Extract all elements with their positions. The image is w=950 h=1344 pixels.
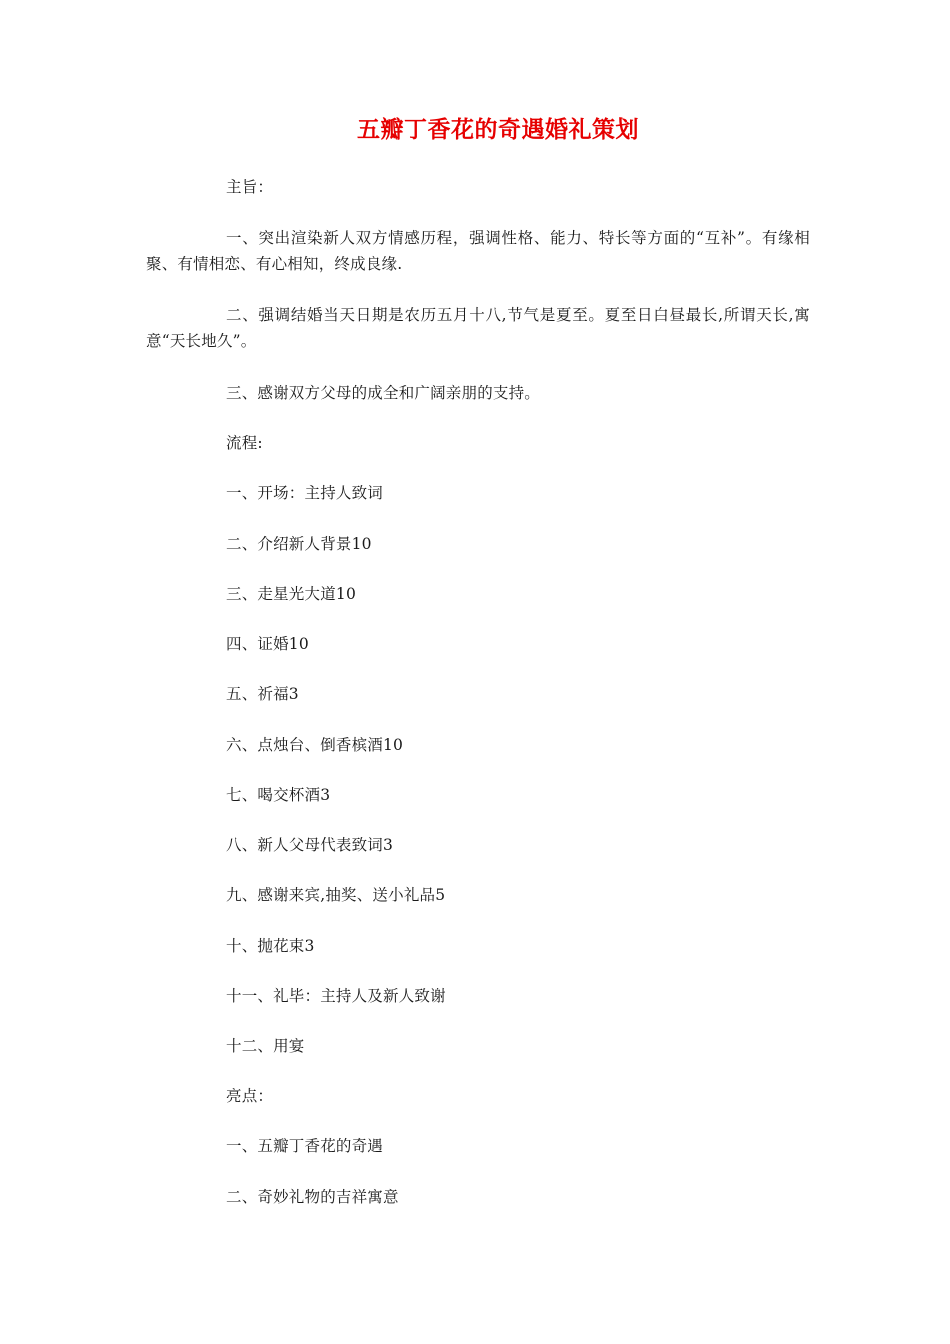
- process-item-3: 三、走星光大道10: [226, 585, 357, 603]
- process-item-9: 九、感谢来宾,抽奖、送小礼品5: [226, 886, 446, 904]
- highlight-item-1: 一、五瓣丁香花的奇遇: [226, 1137, 384, 1155]
- highlight-item-2: 二、奇妙礼物的吉祥寓意: [226, 1188, 399, 1206]
- section-heading-purpose: 主旨：: [226, 178, 274, 196]
- process-item-4: 四、证婚10: [226, 635, 309, 653]
- purpose-item-1: 一、突出渲染新人双方情感历程，强调性格、能力、特长等方面的“互补”。有缘相聚、有情相恋、有心相知，终成良缘.: [146, 229, 810, 273]
- document-title: 五瓣丁香花的奇遇婚礼策划: [357, 116, 639, 143]
- process-item-12: 十二、用宴: [226, 1037, 305, 1055]
- process-item-11: 十一、礼毕：主持人及新人致谢: [226, 987, 446, 1005]
- process-item-7: 七、喝交杯酒3: [226, 786, 331, 804]
- process-item-1: 一、开场：主持人致词: [226, 484, 384, 502]
- process-item-2: 二、介绍新人背景10: [226, 535, 372, 553]
- process-item-10: 十、抛花束3: [226, 937, 315, 955]
- process-item-6: 六、点烛台、倒香槟酒10: [226, 736, 404, 754]
- section-heading-highlights: 亮点：: [226, 1087, 274, 1105]
- purpose-item-2: 二、强调结婚当天日期是农历五月十八,节气是夏至。夏至日白昼最长,所谓天长,寓意“天长地久”。: [146, 306, 810, 350]
- section-heading-process: 流程:: [226, 434, 263, 452]
- process-item-5: 五、祈福3: [226, 685, 299, 703]
- process-item-8: 八、新人父母代表致词3: [226, 836, 394, 854]
- purpose-item-3: 三、感谢双方父母的成全和广阔亲朋的支持。: [226, 384, 541, 402]
